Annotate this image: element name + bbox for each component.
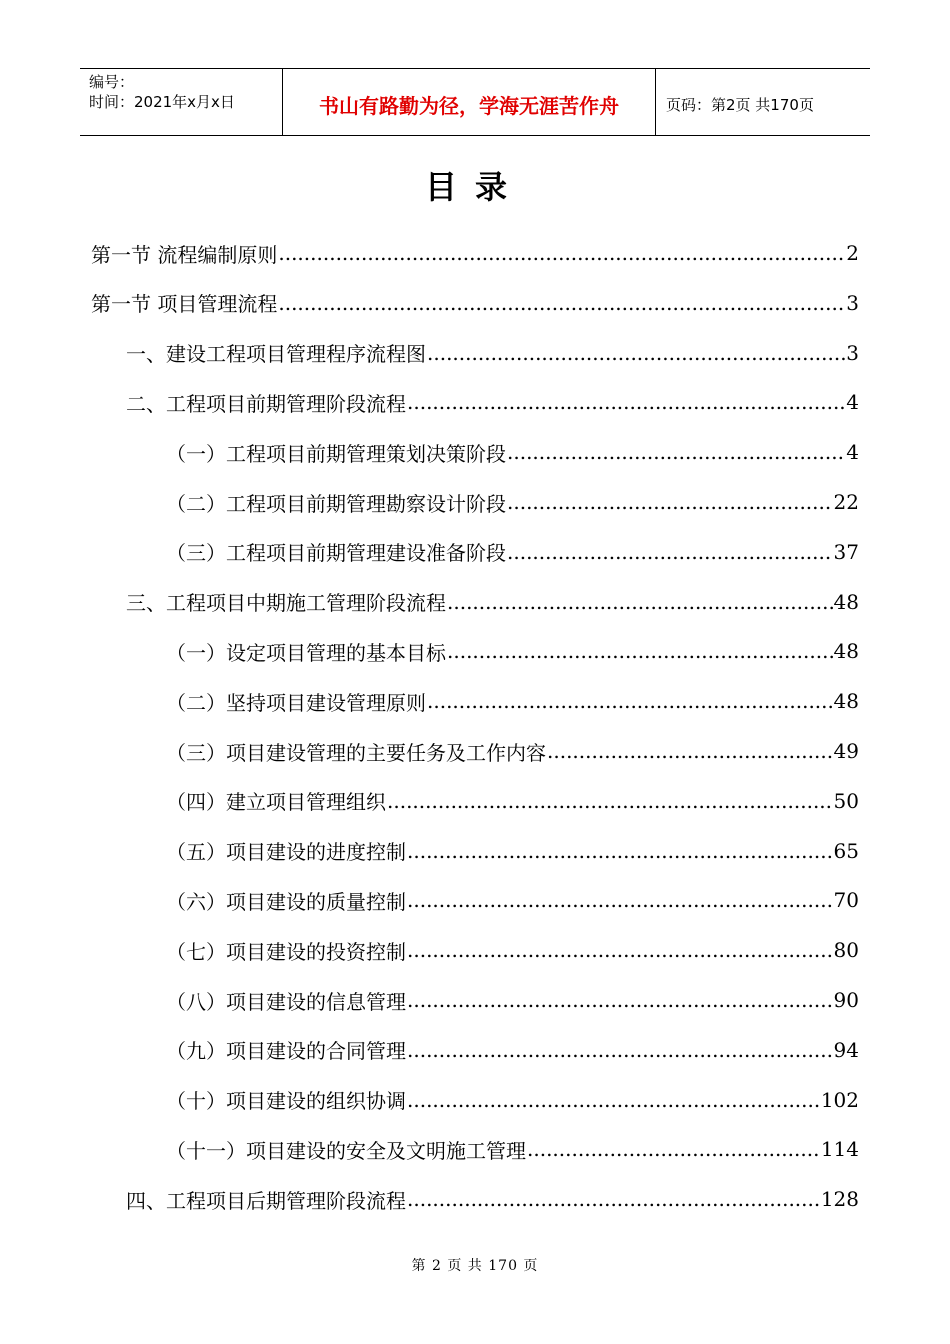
- toc-entry[interactable]: [126, 377, 859, 427]
- toc-entry-title: （三）项目建设管理的主要任务及工作内容: [166, 740, 546, 765]
- toc-entry-page: 50: [833, 788, 859, 813]
- header-page-info: 页码：第2页 共170页: [666, 95, 814, 114]
- toc-entry[interactable]: [166, 676, 859, 726]
- toc-entry-page: 80: [833, 938, 859, 963]
- toc-entry-page: 37: [833, 539, 859, 564]
- toc-entry-page: 22: [833, 490, 859, 514]
- toc-entry-title: 四、工程项目后期管理阶段流程: [126, 1188, 406, 1213]
- toc-entry-page: 3: [846, 290, 859, 315]
- toc-dot-leader: [547, 739, 833, 763]
- toc-dot-leader: [527, 1137, 820, 1161]
- toc-entry-page: 2: [846, 241, 859, 265]
- toc-dot-leader: [278, 241, 845, 265]
- toc-entry[interactable]: [166, 975, 859, 1025]
- toc-entry-title: （二）坚持项目建设管理原则: [166, 690, 426, 715]
- toc-entry-title: （三）工程项目前期管理建设准备阶段: [166, 541, 506, 566]
- toc-dot-leader: [407, 1088, 820, 1112]
- toc-entry[interactable]: [126, 577, 859, 627]
- toc-dot-leader: [407, 888, 833, 912]
- toc-entry-title: （六）项目建设的质量控制: [166, 889, 406, 914]
- toc-entry-page: 102: [820, 1087, 859, 1112]
- toc-entry-page: 70: [833, 888, 859, 913]
- toc-entry[interactable]: [166, 826, 859, 876]
- toc-dot-leader: [407, 839, 833, 863]
- toc-entry-title: （一）设定项目管理的基本目标: [166, 640, 446, 665]
- toc-entry-title: （十一）项目建设的安全及文明施工管理: [166, 1138, 526, 1163]
- toc-entry[interactable]: [166, 626, 859, 676]
- toc-entry-page: 49: [833, 739, 859, 763]
- toc-dot-leader: [407, 1038, 833, 1062]
- toc-entry-title: （二）工程项目前期管理勘察设计阶段: [166, 491, 506, 516]
- toc-entry[interactable]: [166, 527, 859, 577]
- toc-dot-leader: [407, 1187, 820, 1211]
- document-number: 编号：: [89, 73, 135, 91]
- toc-entry[interactable]: [126, 328, 859, 378]
- toc-dot-leader: [278, 291, 845, 315]
- toc-entry-title: （一）工程项目前期管理策划决策阶段: [166, 441, 506, 466]
- page-footer: 第 2 页 共 170 页: [411, 1258, 539, 1274]
- toc-entry[interactable]: [166, 477, 859, 527]
- toc-dot-leader: [507, 490, 833, 514]
- toc-dot-leader: [447, 639, 833, 663]
- toc-entry-title: 第一节 项目管理流程: [91, 292, 278, 317]
- toc-entry-page: 4: [846, 390, 859, 415]
- toc-dot-leader: [407, 390, 845, 414]
- document-date: 时间：2021年x月x日: [89, 93, 235, 111]
- toc-entry[interactable]: [166, 925, 859, 975]
- toc-entry[interactable]: [91, 228, 859, 278]
- toc-entry-page: 3: [846, 340, 859, 365]
- toc-entry-title: 三、工程项目中期施工管理阶段流程: [126, 591, 446, 616]
- toc-dot-leader: [387, 789, 833, 813]
- toc-dot-leader: [407, 988, 833, 1012]
- toc-entry[interactable]: [166, 1075, 859, 1125]
- toc-entry-title: （七）项目建设的投资控制: [166, 939, 406, 964]
- toc-entry[interactable]: [166, 875, 859, 925]
- toc-dot-leader: [427, 689, 833, 713]
- toc-dot-leader: [407, 938, 833, 962]
- toc-entry-page: 4: [846, 440, 859, 465]
- toc-entry[interactable]: [91, 278, 859, 328]
- toc-entry-page: 114: [820, 1137, 859, 1162]
- toc-entry-title: 第一节 流程编制原则: [91, 242, 278, 267]
- toc-entry-title: （五）项目建设的进度控制: [166, 840, 406, 865]
- toc-entry-title: 一、建设工程项目管理程序流程图: [126, 342, 426, 367]
- toc-dot-leader: [447, 590, 833, 614]
- toc-entry-page: 90: [833, 988, 859, 1012]
- toc-dot-leader: [427, 341, 845, 365]
- toc-entry-page: 94: [833, 1037, 859, 1062]
- toc-entry-page: 48: [833, 689, 859, 714]
- toc-entry[interactable]: [166, 726, 859, 776]
- page-title: 目录: [424, 168, 525, 206]
- toc-entry[interactable]: [166, 427, 859, 477]
- toc-entry[interactable]: [166, 1124, 859, 1174]
- toc-dot-leader: [507, 540, 833, 564]
- toc-entry[interactable]: [166, 776, 859, 826]
- toc-entry-page: 128: [820, 1187, 859, 1212]
- toc-entry-title: （四）建立项目管理组织: [166, 790, 386, 815]
- toc-entry-page: 48: [833, 589, 859, 614]
- header-motto: 书山有路勤为径，学海无涯苦作舟: [282, 69, 656, 135]
- toc-entry-title: （九）项目建设的合同管理: [166, 1039, 406, 1064]
- toc-entry[interactable]: [126, 1174, 859, 1224]
- toc-entry-title: （八）项目建设的信息管理: [166, 989, 406, 1014]
- toc-entry[interactable]: [166, 1025, 859, 1075]
- toc-entry-title: 二、工程项目前期管理阶段流程: [126, 391, 406, 416]
- toc-entry-title: （十）项目建设的组织协调: [166, 1089, 406, 1114]
- page-header: [80, 68, 870, 136]
- toc-dot-leader: [507, 440, 845, 464]
- toc-entry-page: 65: [833, 838, 859, 863]
- toc-entry-page: 48: [833, 639, 859, 664]
- header-meta: [80, 69, 282, 135]
